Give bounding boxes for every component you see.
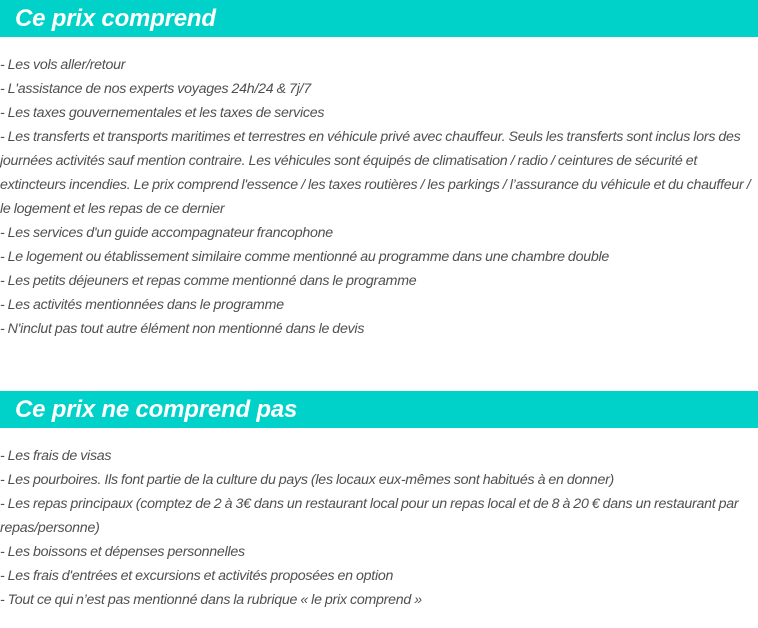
list-item: - Les repas principaux (comptez de 2 à 3€ dans un restaurant local pour un repas local et de 8 à 20 € dans un restaurant par repas/personne) — [0, 496, 739, 536]
list-item: - Tout ce qui n’est pas mentionné dans la rubrique « le prix comprend » — [0, 592, 422, 608]
list-item: - Le logement ou établissement similaire comme mentionné au programme dans une chambre double — [0, 249, 610, 265]
list-item: - Les boissons et dépenses personnelles — [0, 544, 245, 560]
list-item: - Les frais d'entrées et excursions et activités proposées en option — [0, 568, 394, 584]
list-item: - Les transferts et transports maritimes et terrestres en véhicule privé avec chauffeur. Seuls les transferts sont inclus lors des journées activités sauf mention contraire. Les véhicules sont équipés de climatisation / radio / ceintures de sécurité et extincteurs incendies. Le prix comprend l'essence / les taxes routières / les parkings / l’assurance du véhicule et du chauffeur / le logement et les repas de ce dernier — [0, 129, 751, 217]
included-section-header — [0, 0, 758, 37]
excluded-section-title: Ce prix ne comprend pas — [15, 396, 298, 423]
list-item: - Les vols aller/retour — [0, 57, 126, 73]
list-item: - N'inclut pas tout autre élément non mentionné dans le devis — [0, 321, 365, 337]
included-items-list — [0, 53, 758, 341]
included-section-title: Ce prix comprend — [15, 5, 216, 32]
excluded-section-header — [0, 391, 758, 428]
list-item: - L'assistance de nos experts voyages 24h/24 & 7j/7 — [0, 81, 311, 97]
list-item: - Les pourboires. Ils font partie de la culture du pays (les locaux eux-mêmes sont habitués à en donner) — [0, 472, 615, 488]
list-item: - Les petits déjeuners et repas comme mentionné dans le programme — [0, 273, 417, 289]
list-item: - Les taxes gouvernementales et les taxes de services — [0, 105, 325, 121]
list-item: - Les services d'un guide accompagnateur francophone — [0, 225, 333, 241]
list-item: - Les frais de visas — [0, 448, 112, 464]
excluded-items-list — [0, 444, 758, 612]
list-item: - Les activités mentionnées dans le programme — [0, 297, 284, 313]
